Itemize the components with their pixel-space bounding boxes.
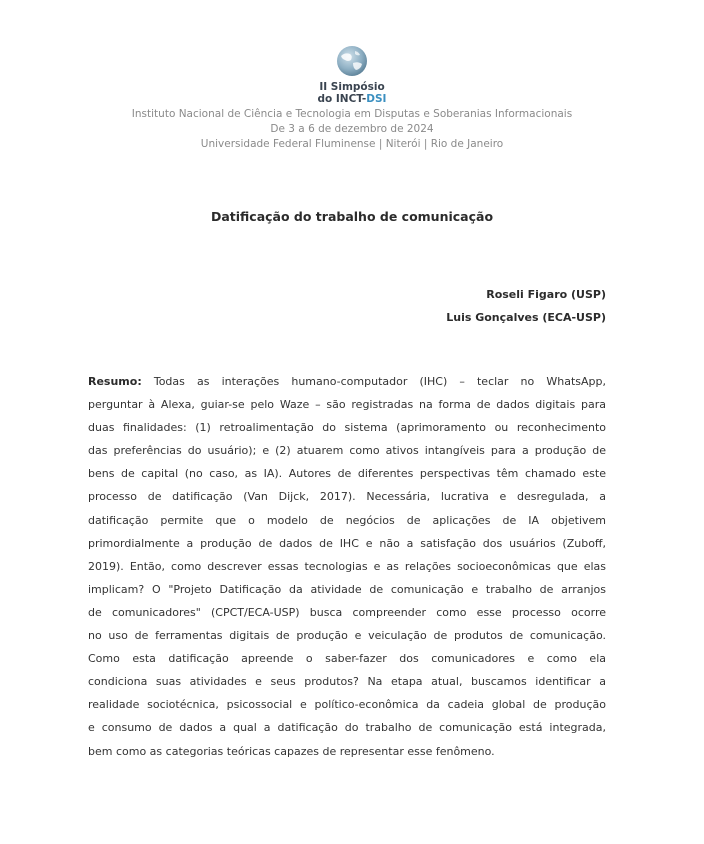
abstract-line-6: processo de datificação (Van Dijck, 2017). Necessária, lucrativa e desregulada, a <box>88 490 606 504</box>
abstract-line-10: implicam? O "Projeto Datificação da atividade de comunicação e trabalho de arranjos <box>88 582 606 596</box>
event-dates: De 3 a 6 de dezembro de 2024 <box>270 123 434 135</box>
abstract-line-5: bens de capital (no caso, as IA). Autores de diferentes perspectivas têm chamado este <box>88 467 606 481</box>
author-2: Luis Gonçalves (ECA-USP) <box>446 311 606 324</box>
abstract-line-9: 2019). Então, como descrever essas tecnologias e as relações socioeconômicas que elas <box>88 559 606 573</box>
abstract-line-13: Como esta datificação apreende o saber-fazer dos comunicadores e como ela <box>88 652 606 666</box>
abstract-line-12: no uso de ferramentas digitais de produção e veiculação de produtos de comunicação. <box>88 629 606 643</box>
inct-dsi-globe-logo-icon <box>335 44 369 78</box>
abstract-line-3: duas finalidades: (1) retroalimentação do sistema (aprimoramento ou reconhecimento <box>88 421 606 435</box>
abstract-line-4: das preferências do usuário); e (2) atuarem como ativos intangíveis para a produção de <box>88 444 606 458</box>
event-name-prefix: do INCT- <box>317 93 367 105</box>
abstract-line-2: perguntar à Alexa, guiar-se pelo Waze – são registradas na forma de dados digitais para <box>88 398 606 412</box>
abstract-line-7: datificação permite que o modelo de negócios de aplicações de IA objetivem <box>88 513 606 527</box>
abstract-line-1 <box>88 370 606 393</box>
abstract-line-8: primordialmente a produção de dados de IHC e não a satisfação dos usuários (Zuboff, <box>88 536 606 550</box>
abstract-label: Resumo: <box>88 375 142 388</box>
header-logo <box>0 44 704 82</box>
event-venue: Universidade Federal Fluminense | Niterói | Rio de Janeiro <box>200 138 504 150</box>
abstract <box>88 370 606 763</box>
paper-title: Datificação do trabalho de comunicação <box>210 209 494 224</box>
abstract-line-15: realidade sociotécnica, psicossocial e político-econômica da cadeia global de produção <box>88 698 606 712</box>
abstract-line-1-text: Todas as interações humano-computador (IHC) – teclar no WhatsApp, <box>141 375 606 388</box>
abstract-line-11: de comunicadores" (CPCT/ECA-USP) busca compreender como esse processo ocorre <box>88 605 606 619</box>
event-name-accent: DSI <box>366 93 387 105</box>
event-name-line2 <box>0 93 704 105</box>
event-name-line1: II Simpósio <box>319 81 385 93</box>
abstract-line-17: bem como as categorias teóricas capazes de representar esse fenômeno. <box>88 744 495 758</box>
abstract-line-14: condiciona suas atividades e seus produtos? Na etapa atual, buscamos identificar a <box>88 675 606 689</box>
abstract-line-16: e consumo de dados a qual a datificação do trabalho de comunicação está integrada, <box>88 721 606 735</box>
author-1: Roseli Figaro (USP) <box>486 288 606 301</box>
institute-name: Instituto Nacional de Ciência e Tecnologia em Disputas e Soberanias Informacionais <box>131 108 573 120</box>
